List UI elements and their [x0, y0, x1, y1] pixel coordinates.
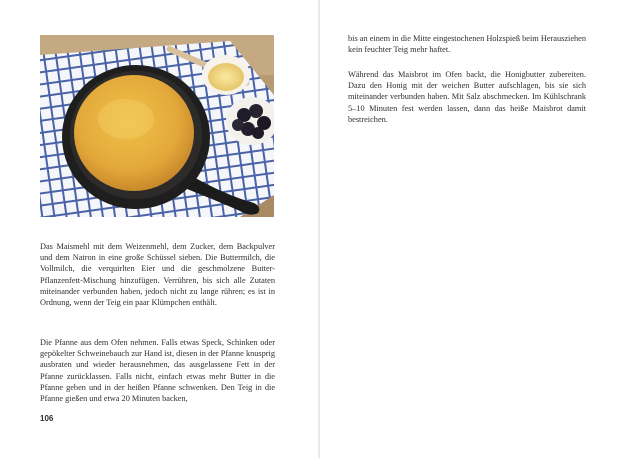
instruction-paragraph: Das Maismehl mit dem Weizenmehl, dem Zucker, dem Backpulver und dem Natron in eine große Schüssel sieben. Die Buttermilch, die Vollmilch, die verquirlten Eier und die geschmolzene Butter-Pflanzenfett-Mischung hinzufügen. Verrühren, bis sich alle Zutaten miteinander verbunden haben, jedoch nicht zu lange rühren; es ist in Ordnung, wenn der Teig ein paar Klümpchen enthält.: [40, 242, 275, 308]
cornbread-skillet-photo: [40, 35, 274, 217]
page-number: 106: [40, 414, 54, 423]
instruction-paragraph: Die Pfanne aus dem Ofen nehmen. Falls etwas Speck, Schinken oder gepökelter Schweinebauch zur Hand ist, diesen in der Pfanne knusprig ausbraten und wieder herausnehmen, das ausgelassene Fett in der Pfanne zurücklassen. Falls nicht, einfach etwas mehr Butter in die Pfanne geben und in der heißen Pfanne schwenken. Den Teig in die Pfanne gießen und etwa 20 Minuten backen,: [40, 338, 275, 404]
instruction-paragraph: Während das Maisbrot im Ofen backt, die Honigbutter zubereiten. Dazu den Honig mit der weichen Butter aufschlagen, bis sie sich miteinander verbunden haben. Mit Salz abschmecken. Im Kühlschrank 5–10 Minuten fest werden lassen, dann das heiße Maisbrot damit bestreichen.: [348, 70, 586, 124]
instruction-paragraph: bis an einem in die Mitte eingestochenen Holzspieß beim Herausziehen kein feuchter Teig mehr haftet.: [348, 34, 586, 55]
